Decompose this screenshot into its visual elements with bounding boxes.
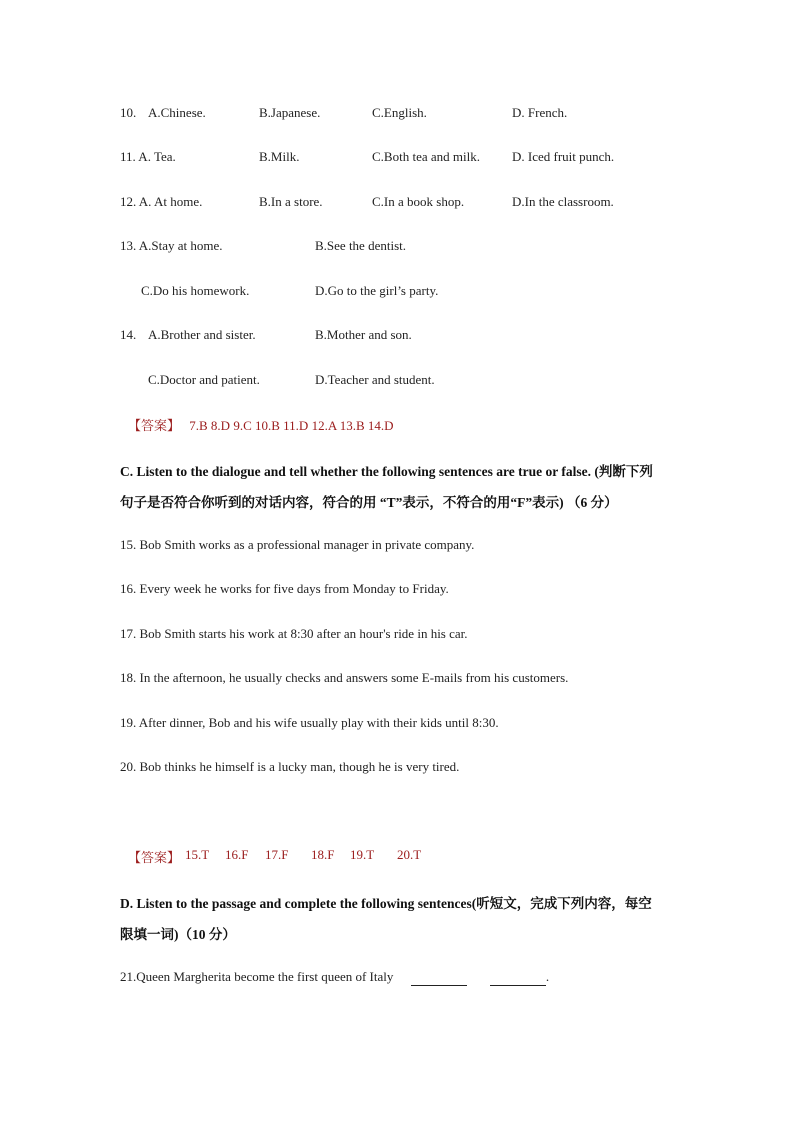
statement-20: 20. Bob thinks he himself is a lucky man, though he is very tired. [120,759,460,774]
statement-17: 17. Bob Smith starts his work at 8:30 after an hour's ride in his car. [120,626,468,641]
option-d: D.Go to the girl’s party. [315,283,439,298]
option-a: 12. A. At home. [120,194,203,209]
option-d: D.Teacher and student. [315,372,435,387]
option-c: C.Both tea and milk. [372,149,480,164]
fill-blank-2[interactable] [490,971,546,986]
option-c: C.Doctor and patient. [148,372,260,387]
answer-key-1 [128,415,394,434]
section-d-heading-line1: D. Listen to the passage and complete the following sentences(听短文，完成下列内容，每空 [120,896,652,911]
statement-15: 15. Bob Smith works as a professional manager in private company. [120,537,475,552]
option-a: 11. A. Tea. [120,149,176,164]
answer-key-2 [128,847,422,866]
section-d-heading-line2: 限填一词)（10 分） [120,927,236,942]
statement-16: 16. Every week he works for five days from Monday to Friday. [120,581,449,596]
option-a: A.Chinese. [148,105,206,120]
option-a: 13. A.Stay at home. [120,238,223,253]
answer-item: 16.F [225,847,249,862]
section-c-heading-line1: C. Listen to the dialogue and tell whether the following sentences are true or false. (判断下列 [120,464,653,479]
option-d: D. French. [512,105,568,120]
answer-item: 19.T [350,847,375,862]
statement-19: 19. After dinner, Bob and his wife usually play with their kids until 8:30. [120,715,499,730]
answer-text: 7.B 8.D 9.C 10.B 11.D 12.A 13.B 14.D [189,418,394,433]
question-21-text: 21.Queen Margherita become the first queen of Italy [120,969,394,984]
answer-item: 15.T [185,847,210,862]
option-c: C.In a book shop. [372,194,465,209]
option-b: B.Japanese. [259,105,321,120]
section-c-heading-line2: 句子是否符合你听到的对话内容，符合的用 “T”表示，不符合的用“F”表示) （6 分） [120,495,618,510]
option-d: D.In the classroom. [512,194,614,209]
option-c: C.Do his homework. [141,283,250,298]
option-c: C.English. [372,105,427,120]
fill-blank-1[interactable] [411,971,467,986]
answer-tag: 【答案】 [128,850,181,865]
option-b: B.In a store. [259,194,323,209]
answer-item: 20.T [397,847,422,862]
answer-tag: 【答案】 [128,418,181,433]
answer-item: 17.F [265,847,289,862]
question-number: 14. [120,327,137,342]
option-d: D. Iced fruit punch. [512,149,615,164]
option-b: B.Mother and son. [315,327,412,342]
option-b: B.Milk. [259,149,300,164]
question-21 [120,968,549,986]
statement-18: 18. In the afternoon, he usually checks and answers some E-mails from his customers. [120,670,569,685]
option-b: B.See the dentist. [315,238,406,253]
question-21-end: . [545,969,550,984]
question-number: 10. [120,105,137,120]
answer-item: 18.F [311,847,335,862]
option-a: A.Brother and sister. [148,327,256,342]
